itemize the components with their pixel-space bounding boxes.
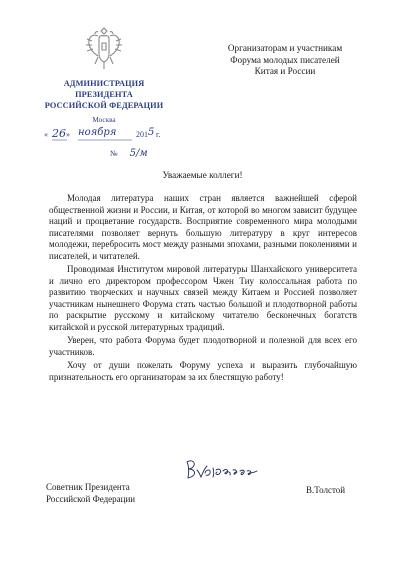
document-number bbox=[110, 148, 148, 159]
body-paragraph-1: Молодая литература наших стран является важнейшей сферой общественной жизни и России, и Китая, от которой во многом зависит будущее наций и процветание государств. Восприятие современного мира молодыми писателями позволяет вернуть большую литературу в круг интересов молодежи, перебросить мост между разными эпохами, разными поколениями и писателей, и читателей. bbox=[49, 193, 357, 261]
handwritten-signature bbox=[183, 458, 278, 483]
signer-title-line2: Российской Федерации bbox=[46, 493, 136, 504]
date-year-suffix: 5 bbox=[148, 127, 155, 138]
number-value: 5/м bbox=[129, 148, 148, 159]
signer-title bbox=[46, 482, 135, 505]
salutation: Уважаемые коллеги! bbox=[162, 170, 243, 180]
org-name-line3: РОССИЙСКОЙ ФЕДЕРАЦИИ bbox=[44, 101, 164, 110]
date-year-prefix: 201 bbox=[136, 130, 148, 139]
addressee-line2: Форума молодых писателей bbox=[230, 54, 340, 65]
org-name-line2: ПРЕЗИДЕНТА bbox=[75, 90, 133, 99]
body-paragraph-3: Уверен, что работа Форума будет плодотворной и полезной для всех его участников. bbox=[49, 335, 357, 357]
addressee-line1: Организаторам и участникам bbox=[227, 43, 343, 53]
date-year-end: г. bbox=[156, 130, 161, 139]
body-paragraph-4: Хочу от души пожелать Форуму успеха и выразить глубочайшую признательность его организаторам за их блестящую работу! bbox=[49, 360, 357, 382]
org-name-line1: АДМИНИСТРАЦИЯ bbox=[63, 79, 145, 88]
date-close-quote: » bbox=[66, 130, 70, 139]
signer-title-line1: Советник Президента bbox=[46, 482, 130, 492]
date-month: ноября bbox=[78, 127, 117, 138]
body-paragraph-2: Проводимая Институтом мировой литературы Шанхайского университета и лично его директором профессором Чжен Тиу колоссальная работа по развитию творческих и научных связей между Китаем и Россией позволяет участникам нынешнего Форума стать частью большой и плодотворной работы по раскрытие русскому и китайскому читателю бесконечных богатств китайской и русской литературных традиций. bbox=[49, 264, 357, 332]
date-day: 26 bbox=[52, 127, 66, 140]
letter-body bbox=[49, 193, 357, 383]
date-underline bbox=[52, 139, 172, 143]
addressee-block bbox=[205, 43, 365, 78]
date-open-quote: « bbox=[44, 130, 48, 139]
letterhead bbox=[44, 26, 164, 124]
double-headed-eagle-icon bbox=[84, 26, 124, 72]
org-name bbox=[44, 78, 164, 111]
city: Москва bbox=[92, 116, 116, 124]
addressee-line3: Китая и России bbox=[254, 66, 316, 76]
signer-name: В.Толстой bbox=[306, 485, 346, 495]
number-label: № bbox=[110, 149, 118, 158]
